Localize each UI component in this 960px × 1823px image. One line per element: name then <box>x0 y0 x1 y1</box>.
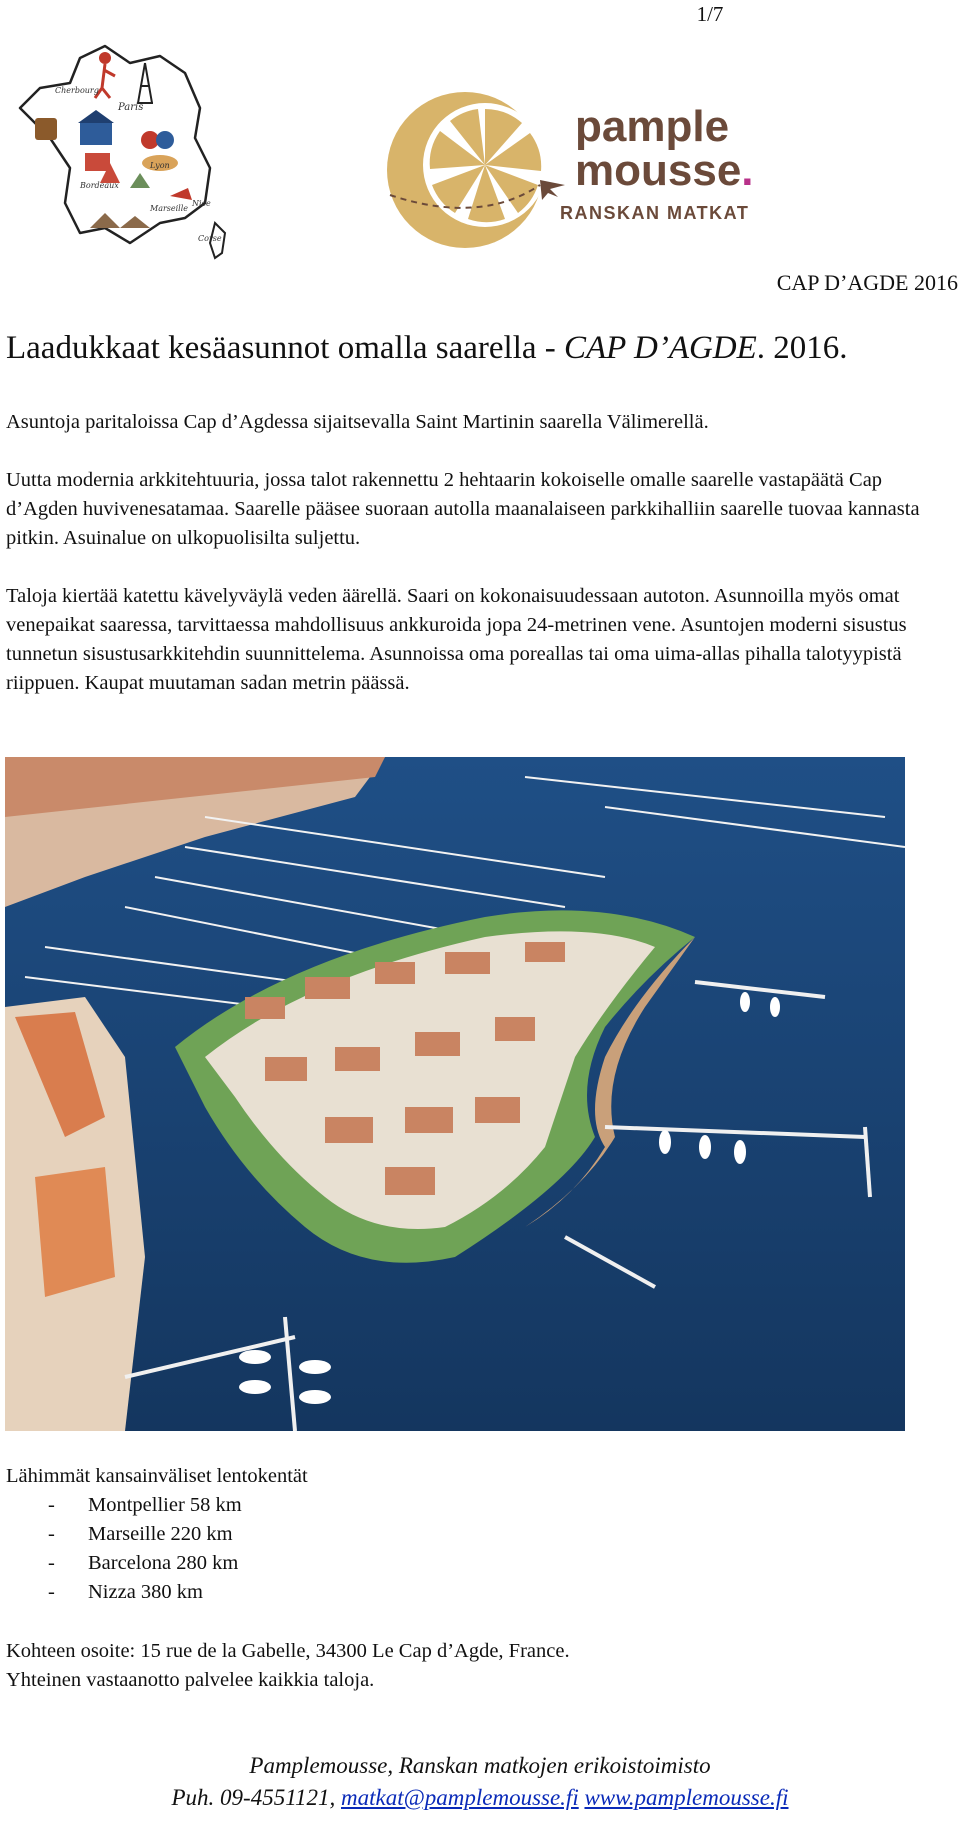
map-label-paris: Paris <box>118 102 144 113</box>
map-label-nice: Nice <box>192 199 211 208</box>
france-map-illustration <box>10 28 240 268</box>
paragraph-features: Taloja kiertää katettu kävelyväylä veden äärellä. Saari on kokonaisuudessaan autoton. Asunnoilla myös omat venepaikat saaressa, tarvittaessa mahdollisuus ankkuroida jopa 24-metrinen vene. Asuntojen moderni sisustus tunnetun sisustusarkkitehdin suunnittelema. Asunnoissa oma poreallas tai oma uima-allas pihalla talotyypistä riippuen. Kaupat muutaman sadan metrin päässä. <box>6 585 907 694</box>
paragraph-intro: Asuntoja paritaloissa Cap d’Agdessa sijaitsevalla Saint Martinin saarella Välimerellä. <box>6 411 709 433</box>
airports-heading: Lähimmät kansainväliset lentokentät <box>6 1465 308 1487</box>
map-label-cherbourg: Cherbourg <box>55 86 99 95</box>
paragraph-architecture: Uutta modernia arkkitehtuuria, jossa talot rakennettu 2 hehtaarin kokoiselle omalle saarelle vastapäätä Cap d’Agden huvivenesatamaa. Saarelle pääsee suoraan autolla maanalaiseen parkkihalliin saarelle tuovaa kannasta pitkin. Asuinalue on ulkopuolisilta suljettu. <box>6 469 920 549</box>
footer <box>0 1750 960 1814</box>
list-item: - Montpellier 58 km <box>6 1491 308 1520</box>
list-item: - Barcelona 280 km <box>6 1549 308 1578</box>
brand-tagline: RANSKAN MATKAT <box>560 203 750 223</box>
page-title-place: CAP D’AGDE <box>564 330 757 366</box>
footer-phone: Puh. 09-4551121, <box>171 1785 341 1810</box>
website-link[interactable]: www.pamplemousse.fi <box>584 1785 789 1810</box>
brand-name-line1: pample <box>575 102 730 151</box>
map-label-lyon: Lyon <box>150 161 170 170</box>
aerial-island-photo <box>5 757 905 1431</box>
brand-name-line2: mousse <box>575 146 742 195</box>
map-label-bordeaux: Bordeaux <box>80 181 119 190</box>
airports-section <box>6 1462 308 1607</box>
map-label-marseille: Marseille <box>150 204 189 213</box>
list-item: - Nizza 380 km <box>6 1578 308 1607</box>
brand-dot: . <box>741 146 754 195</box>
page-title-year: . 2016. <box>756 330 848 366</box>
map-label-corse: Corse <box>198 234 222 243</box>
pamplemousse-logo <box>370 85 790 255</box>
document-code: CAP D’AGDE 2016 <box>776 270 958 295</box>
address-line: Kohteen osoite: 15 rue de la Gabelle, 34300 Le Cap d’Agde, France. <box>6 1640 570 1662</box>
page-title-part1: Laadukkaat kesäasunnot omalla saarella - <box>6 330 565 366</box>
address-block <box>6 1637 956 1695</box>
page-title <box>6 330 848 367</box>
footer-contact <box>0 1782 960 1814</box>
list-item: - Marseille 220 km <box>6 1520 308 1549</box>
reception-line: Yhteinen vastaanotto palvelee kaikkia taloja. <box>6 1669 375 1691</box>
footer-company: Pamplemousse, Ranskan matkojen erikoistoimisto <box>249 1753 711 1778</box>
email-link[interactable]: matkat@pamplemousse.fi <box>341 1785 579 1810</box>
page-number: 1/7 <box>696 2 724 26</box>
